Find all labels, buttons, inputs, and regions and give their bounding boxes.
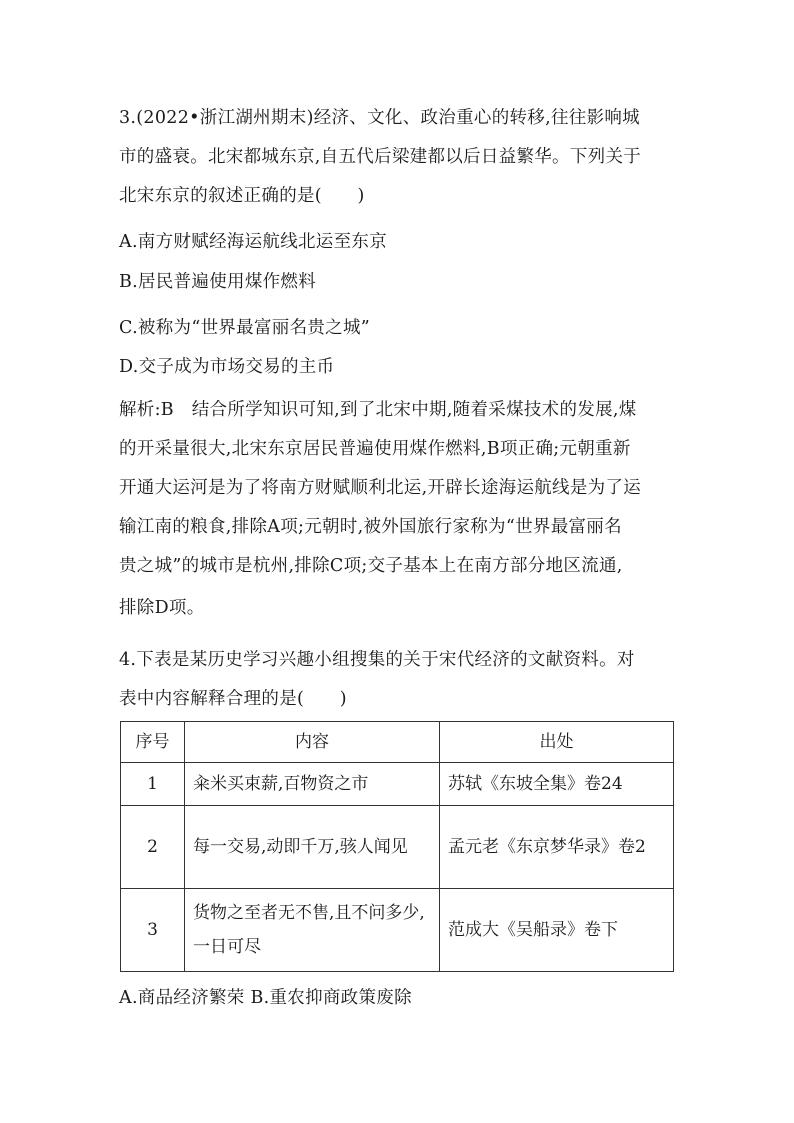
cell-no: 3 <box>121 889 185 972</box>
q3-stem-line-2: 市的盛衰。北宋都城东京,自五代后梁建都以后日益繁华。下列关于 <box>119 147 642 167</box>
q3-stem-line-1: 3.(2022•浙江湖州期末)经济、文化、政治重心的转移,往往影响城 <box>119 108 640 128</box>
q3-option-c: C.被称为“世界最富丽名贵之城” <box>119 318 371 338</box>
table-row <box>121 806 674 889</box>
table-header-row <box>121 722 674 763</box>
q4-stem-line-2: 表中内容解释合理的是( ) <box>119 689 347 709</box>
cell-source: 范成大《吴船录》卷下 <box>440 889 674 972</box>
q3-analysis-line-3: 开通大运河是为了将南方财赋顺利北运,开辟长途海运航线是为了运 <box>119 478 642 498</box>
cell-content: 籴米买束薪,百物资之市 <box>185 763 440 806</box>
q4-stem-line-1: 4.下表是某历史学习兴趣小组搜集的关于宋代经济的文献资料。对 <box>119 650 635 670</box>
cell-source: 孟元老《东京梦华录》卷2 <box>440 806 674 889</box>
q3-option-d: D.交子成为市场交易的主币 <box>119 357 335 377</box>
table-row <box>121 889 674 972</box>
q3-analysis-line-1: 解析:B 结合所学知识可知,到了北宋中期,随着采煤技术的发展,煤 <box>119 400 637 420</box>
header-source: 出处 <box>440 722 674 763</box>
source-table <box>120 721 674 972</box>
cell-no: 1 <box>121 763 185 806</box>
q3-analysis-line-4: 输江南的粮食,排除A项;元朝时,被外国旅行家称为“世界最富丽名 <box>119 517 622 537</box>
header-no: 序号 <box>121 722 185 763</box>
q3-option-b: B.居民普遍使用煤作燃料 <box>119 272 317 292</box>
table-row <box>121 763 674 806</box>
cell-source: 苏轼《东坡全集》卷24 <box>440 763 674 806</box>
cell-no: 2 <box>121 806 185 889</box>
cell-content: 每一交易,动即千万,骇人闻见 <box>185 806 440 889</box>
header-content: 内容 <box>185 722 440 763</box>
q3-analysis-line-6: 排除D项。 <box>119 598 205 618</box>
q3-analysis-line-2: 的开采量很大,北宋东京居民普遍使用煤作燃料,B项正确;元朝重新 <box>119 439 631 459</box>
q4-options-line: A.商品经济繁荣 B.重农抑商政策废除 <box>119 988 412 1008</box>
cell-content: 货物之至者无不售,且不问多少,一日可尽 <box>185 889 440 972</box>
q3-option-a: A.南方财赋经海运航线北运至东京 <box>119 232 387 252</box>
q3-analysis-line-5: 贵之城”的城市是杭州,排除C项;交子基本上在南方部分地区流通, <box>119 556 623 576</box>
q3-stem-line-3: 北宋东京的叙述正确的是( ) <box>119 186 365 206</box>
